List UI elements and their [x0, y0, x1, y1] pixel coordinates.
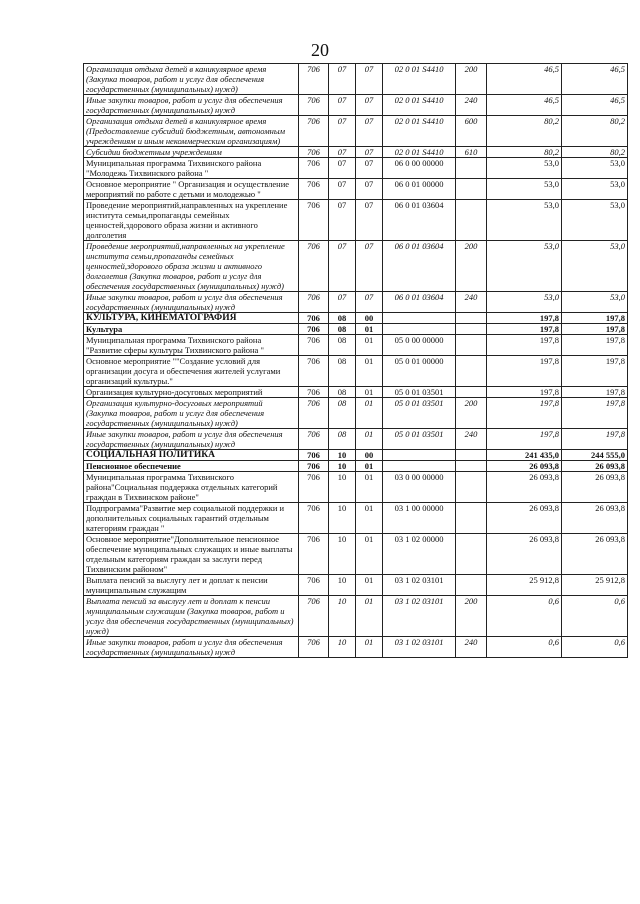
expense-type-cell: 200 — [456, 241, 487, 292]
amount-year1-cell: 53,0 — [487, 200, 562, 241]
amount-year2-cell: 53,0 — [562, 200, 628, 241]
admin-code-cell: 706 — [299, 461, 329, 472]
amount-year2-cell: 53,0 — [562, 292, 628, 313]
amount-year2-cell: 0,6 — [562, 596, 628, 637]
amount-year2-cell: 46,5 — [562, 95, 628, 116]
amount-year2-cell: 80,2 — [562, 116, 628, 147]
subsection-code-cell: 07 — [356, 292, 383, 313]
target-article-cell: 05 0 01 03501 — [383, 387, 456, 398]
section-code-cell: 08 — [329, 429, 356, 450]
amount-year2-cell: 46,5 — [562, 64, 628, 95]
subsection-code-cell: 01 — [356, 356, 383, 387]
target-article-cell: 06 0 00 00000 — [383, 158, 456, 179]
row-name-cell: Организация культурно-досуговых мероприятий (Закупка товаров, работ и услуг для обеспечения государственных (муниципальных) нужд) — [84, 398, 299, 429]
section-code-cell: 10 — [329, 575, 356, 596]
amount-year1-cell: 26 093,8 — [487, 461, 562, 472]
row-name-cell: Проведение мероприятий,направленных на укрепление института семьи,пропаганды семейных ценностей,здорового образа жизни и активного долголетия — [84, 200, 299, 241]
expense-type-cell: 240 — [456, 95, 487, 116]
subsection-code-cell: 07 — [356, 147, 383, 158]
subsection-code-cell: 07 — [356, 200, 383, 241]
row-name-cell: Организация отдыха детей в каникулярное время (Предоставление субсидий бюджетным, автономным учреждениям и иным некоммерческим организациям) — [84, 116, 299, 147]
table-row — [84, 472, 628, 503]
amount-year1-cell: 46,5 — [487, 64, 562, 95]
table-row — [84, 450, 628, 461]
section-code-cell: 10 — [329, 503, 356, 534]
table-row — [84, 534, 628, 575]
section-code-cell: 08 — [329, 324, 356, 335]
amount-year2-cell: 197,8 — [562, 429, 628, 450]
section-code-cell: 07 — [329, 64, 356, 95]
amount-year1-cell: 197,8 — [487, 335, 562, 356]
row-name-cell: Проведение мероприятий,направленных на укрепление института семьи,пропаганды семейных ценностей,здорового образа жизни и активного долголетия (Закупка товаров, работ и услуг для обеспечения государственных (муниципальных) нужд) — [84, 241, 299, 292]
expense-type-cell — [456, 313, 487, 324]
row-name-cell: Выплата пенсий за выслугу лет и доплат к пенсии муниципальным служащим (Закупка товаров, работ и услуг для обеспечения государственных (муниципальных) нужд) — [84, 596, 299, 637]
admin-code-cell: 706 — [299, 335, 329, 356]
target-article-cell: 05 0 00 00000 — [383, 335, 456, 356]
target-article-cell: 03 1 02 03101 — [383, 596, 456, 637]
amount-year1-cell: 197,8 — [487, 398, 562, 429]
row-name-cell: Основное мероприятие ""Создание условий для организации досуга и обеспечения жителей услугами организаций культуры." — [84, 356, 299, 387]
target-article-cell: 05 0 01 00000 — [383, 356, 456, 387]
page-number: 20 — [311, 40, 329, 60]
admin-code-cell: 706 — [299, 450, 329, 461]
target-article-cell: 02 0 01 S4410 — [383, 64, 456, 95]
subsection-code-cell: 07 — [356, 241, 383, 292]
section-code-cell: 08 — [329, 356, 356, 387]
admin-code-cell: 706 — [299, 596, 329, 637]
admin-code-cell: 706 — [299, 241, 329, 292]
target-article-cell: 03 1 02 03101 — [383, 637, 456, 658]
table-row — [84, 64, 628, 95]
amount-year1-cell: 80,2 — [487, 147, 562, 158]
subsection-code-cell: 07 — [356, 179, 383, 200]
expense-type-cell — [456, 472, 487, 503]
target-article-cell: 03 1 02 03101 — [383, 575, 456, 596]
row-name-cell: Пенсионное обеспечение — [84, 461, 299, 472]
table-row — [84, 292, 628, 313]
expense-type-cell — [456, 575, 487, 596]
admin-code-cell: 706 — [299, 387, 329, 398]
section-code-cell: 07 — [329, 292, 356, 313]
amount-year1-cell: 0,6 — [487, 596, 562, 637]
table-row — [84, 461, 628, 472]
expense-type-cell — [456, 335, 487, 356]
table-row — [84, 158, 628, 179]
amount-year2-cell: 197,8 — [562, 356, 628, 387]
row-name-cell: Основное мероприятие"Дополнительное пенсионное обеспечение муниципальных служащих и иные выплаты отдельным категориям граждан за заслуги перед Тихвинским районом" — [84, 534, 299, 575]
table-row — [84, 313, 628, 324]
subsection-code-cell: 01 — [356, 503, 383, 534]
section-code-cell: 07 — [329, 116, 356, 147]
table-row — [84, 575, 628, 596]
table-row — [84, 637, 628, 658]
section-code-cell: 07 — [329, 200, 356, 241]
admin-code-cell: 706 — [299, 200, 329, 241]
target-article-cell: 02 0 01 S4410 — [383, 116, 456, 147]
target-article-cell: 03 1 00 00000 — [383, 503, 456, 534]
table-row — [84, 241, 628, 292]
amount-year2-cell: 197,8 — [562, 335, 628, 356]
table-row — [84, 503, 628, 534]
expense-type-cell: 240 — [456, 637, 487, 658]
subsection-code-cell: 01 — [356, 335, 383, 356]
amount-year1-cell: 53,0 — [487, 292, 562, 313]
amount-year1-cell: 26 093,8 — [487, 472, 562, 503]
subsection-code-cell: 07 — [356, 158, 383, 179]
row-name-cell: Иные закупки товаров, работ и услуг для обеспечения государственных (муниципальных) нужд — [84, 429, 299, 450]
target-article-cell: 03 0 00 00000 — [383, 472, 456, 503]
admin-code-cell: 706 — [299, 534, 329, 575]
row-name-cell: Организация культурно-досуговых мероприятий — [84, 387, 299, 398]
subsection-code-cell: 01 — [356, 596, 383, 637]
subsection-code-cell: 07 — [356, 116, 383, 147]
target-article-cell — [383, 324, 456, 335]
subsection-code-cell: 01 — [356, 534, 383, 575]
section-code-cell: 08 — [329, 313, 356, 324]
row-name-cell: Иные закупки товаров, работ и услуг для обеспечения государственных (муниципальных) нужд — [84, 292, 299, 313]
admin-code-cell: 706 — [299, 116, 329, 147]
amount-year2-cell: 53,0 — [562, 179, 628, 200]
amount-year2-cell: 0,6 — [562, 637, 628, 658]
row-name-cell: Муниципальная программа Тихвинского района"Социальная поддержка отдельных категорий граждан в Тихвинском районе" — [84, 472, 299, 503]
expense-type-cell — [456, 503, 487, 534]
target-article-cell: 02 0 01 S4410 — [383, 147, 456, 158]
expense-type-cell — [456, 450, 487, 461]
admin-code-cell: 706 — [299, 179, 329, 200]
admin-code-cell: 706 — [299, 292, 329, 313]
amount-year2-cell: 197,8 — [562, 387, 628, 398]
amount-year1-cell: 241 435,0 — [487, 450, 562, 461]
expense-type-cell — [456, 461, 487, 472]
section-code-cell: 10 — [329, 596, 356, 637]
table-row — [84, 147, 628, 158]
row-name-cell: Подпрограмма"Развитие мер социальной поддержки и дополнительных социальных гарантий отдельным категориям граждан " — [84, 503, 299, 534]
row-name-cell: СОЦИАЛЬНАЯ ПОЛИТИКА — [84, 450, 299, 461]
admin-code-cell: 706 — [299, 575, 329, 596]
table-row — [84, 95, 628, 116]
amount-year2-cell: 26 093,8 — [562, 534, 628, 575]
amount-year1-cell: 197,8 — [487, 313, 562, 324]
amount-year2-cell: 25 912,8 — [562, 575, 628, 596]
subsection-code-cell: 01 — [356, 461, 383, 472]
amount-year1-cell: 197,8 — [487, 387, 562, 398]
subsection-code-cell: 01 — [356, 398, 383, 429]
amount-year2-cell: 53,0 — [562, 241, 628, 292]
target-article-cell — [383, 450, 456, 461]
amount-year2-cell: 244 555,0 — [562, 450, 628, 461]
section-code-cell: 10 — [329, 534, 356, 575]
expense-type-cell — [456, 387, 487, 398]
amount-year2-cell: 197,8 — [562, 398, 628, 429]
target-article-cell: 06 0 01 03604 — [383, 292, 456, 313]
expense-type-cell — [456, 158, 487, 179]
admin-code-cell: 706 — [299, 95, 329, 116]
row-name-cell: КУЛЬТУРА, КИНЕМАТОГРАФИЯ — [84, 313, 299, 324]
table-row — [84, 398, 628, 429]
admin-code-cell: 706 — [299, 64, 329, 95]
section-code-cell: 07 — [329, 158, 356, 179]
admin-code-cell: 706 — [299, 429, 329, 450]
section-code-cell: 10 — [329, 472, 356, 503]
row-name-cell: Выплата пенсий за выслугу лет и доплат к пенсии муниципальным служащим — [84, 575, 299, 596]
subsection-code-cell: 01 — [356, 575, 383, 596]
amount-year1-cell: 197,8 — [487, 429, 562, 450]
table-row — [84, 116, 628, 147]
amount-year1-cell: 197,8 — [487, 324, 562, 335]
expense-type-cell — [456, 534, 487, 575]
section-code-cell: 08 — [329, 387, 356, 398]
budget-table-body — [84, 64, 628, 658]
admin-code-cell: 706 — [299, 158, 329, 179]
table-row — [84, 429, 628, 450]
subsection-code-cell: 07 — [356, 95, 383, 116]
subsection-code-cell: 01 — [356, 472, 383, 503]
section-code-cell: 07 — [329, 241, 356, 292]
row-name-cell: Иные закупки товаров, работ и услуг для обеспечения государственных (муниципальных) нужд — [84, 95, 299, 116]
row-name-cell: Основное мероприятие " Организация и осуществление мероприятий по работе с детьми и молодежью " — [84, 179, 299, 200]
amount-year2-cell: 53,0 — [562, 158, 628, 179]
table-row — [84, 200, 628, 241]
subsection-code-cell: 01 — [356, 324, 383, 335]
target-article-cell: 05 0 01 03501 — [383, 398, 456, 429]
expense-type-cell: 600 — [456, 116, 487, 147]
target-article-cell: 06 0 01 03604 — [383, 241, 456, 292]
subsection-code-cell: 01 — [356, 387, 383, 398]
target-article-cell: 03 1 02 00000 — [383, 534, 456, 575]
amount-year1-cell: 26 093,8 — [487, 503, 562, 534]
row-name-cell: Иные закупки товаров, работ и услуг для обеспечения государственных (муниципальных) нужд — [84, 637, 299, 658]
expense-type-cell — [456, 179, 487, 200]
amount-year1-cell: 26 093,8 — [487, 534, 562, 575]
expense-type-cell — [456, 356, 487, 387]
section-code-cell: 07 — [329, 147, 356, 158]
amount-year2-cell: 26 093,8 — [562, 461, 628, 472]
section-code-cell: 10 — [329, 461, 356, 472]
target-article-cell — [383, 313, 456, 324]
admin-code-cell: 706 — [299, 637, 329, 658]
admin-code-cell: 706 — [299, 356, 329, 387]
row-name-cell: Муниципальная программа Тихвинского района "Развитие сферы культуры Тихвинского района " — [84, 335, 299, 356]
expense-type-cell — [456, 200, 487, 241]
admin-code-cell: 706 — [299, 324, 329, 335]
expense-type-cell: 200 — [456, 596, 487, 637]
row-name-cell: Субсидии бюджетным учреждениям — [84, 147, 299, 158]
amount-year1-cell: 25 912,8 — [487, 575, 562, 596]
table-row — [84, 179, 628, 200]
table-row — [84, 335, 628, 356]
expense-type-cell: 610 — [456, 147, 487, 158]
budget-table — [83, 63, 628, 658]
admin-code-cell: 706 — [299, 472, 329, 503]
admin-code-cell: 706 — [299, 398, 329, 429]
target-article-cell: 06 0 01 03604 — [383, 200, 456, 241]
section-code-cell: 10 — [329, 450, 356, 461]
subsection-code-cell: 00 — [356, 313, 383, 324]
amount-year2-cell: 197,8 — [562, 313, 628, 324]
section-code-cell: 10 — [329, 637, 356, 658]
amount-year1-cell: 46,5 — [487, 95, 562, 116]
amount-year1-cell: 80,2 — [487, 116, 562, 147]
amount-year1-cell: 0,6 — [487, 637, 562, 658]
table-row — [84, 596, 628, 637]
amount-year2-cell: 26 093,8 — [562, 472, 628, 503]
amount-year2-cell: 80,2 — [562, 147, 628, 158]
section-code-cell: 08 — [329, 398, 356, 429]
target-article-cell — [383, 461, 456, 472]
admin-code-cell: 706 — [299, 503, 329, 534]
subsection-code-cell: 07 — [356, 64, 383, 95]
subsection-code-cell: 01 — [356, 429, 383, 450]
expense-type-cell: 240 — [456, 429, 487, 450]
target-article-cell: 02 0 01 S4410 — [383, 95, 456, 116]
target-article-cell: 05 0 01 03501 — [383, 429, 456, 450]
section-code-cell: 07 — [329, 179, 356, 200]
expense-type-cell: 200 — [456, 398, 487, 429]
expense-type-cell — [456, 324, 487, 335]
amount-year1-cell: 53,0 — [487, 241, 562, 292]
target-article-cell: 06 0 01 00000 — [383, 179, 456, 200]
table-row — [84, 324, 628, 335]
section-code-cell: 07 — [329, 95, 356, 116]
section-code-cell: 08 — [329, 335, 356, 356]
amount-year1-cell: 53,0 — [487, 179, 562, 200]
subsection-code-cell: 01 — [356, 637, 383, 658]
expense-type-cell: 200 — [456, 64, 487, 95]
table-row — [84, 356, 628, 387]
row-name-cell: Организация отдыха детей в каникулярное время (Закупка товаров, работ и услуг для обеспечения государственных (муниципальных) нужд) — [84, 64, 299, 95]
amount-year2-cell: 26 093,8 — [562, 503, 628, 534]
admin-code-cell: 706 — [299, 313, 329, 324]
amount-year1-cell: 53,0 — [487, 158, 562, 179]
subsection-code-cell: 00 — [356, 450, 383, 461]
row-name-cell: Муниципальная программа Тихвинского района "Молодежь Тихвинского района " — [84, 158, 299, 179]
amount-year1-cell: 197,8 — [487, 356, 562, 387]
amount-year2-cell: 197,8 — [562, 324, 628, 335]
admin-code-cell: 706 — [299, 147, 329, 158]
row-name-cell: Культура — [84, 324, 299, 335]
expense-type-cell: 240 — [456, 292, 487, 313]
table-row — [84, 387, 628, 398]
